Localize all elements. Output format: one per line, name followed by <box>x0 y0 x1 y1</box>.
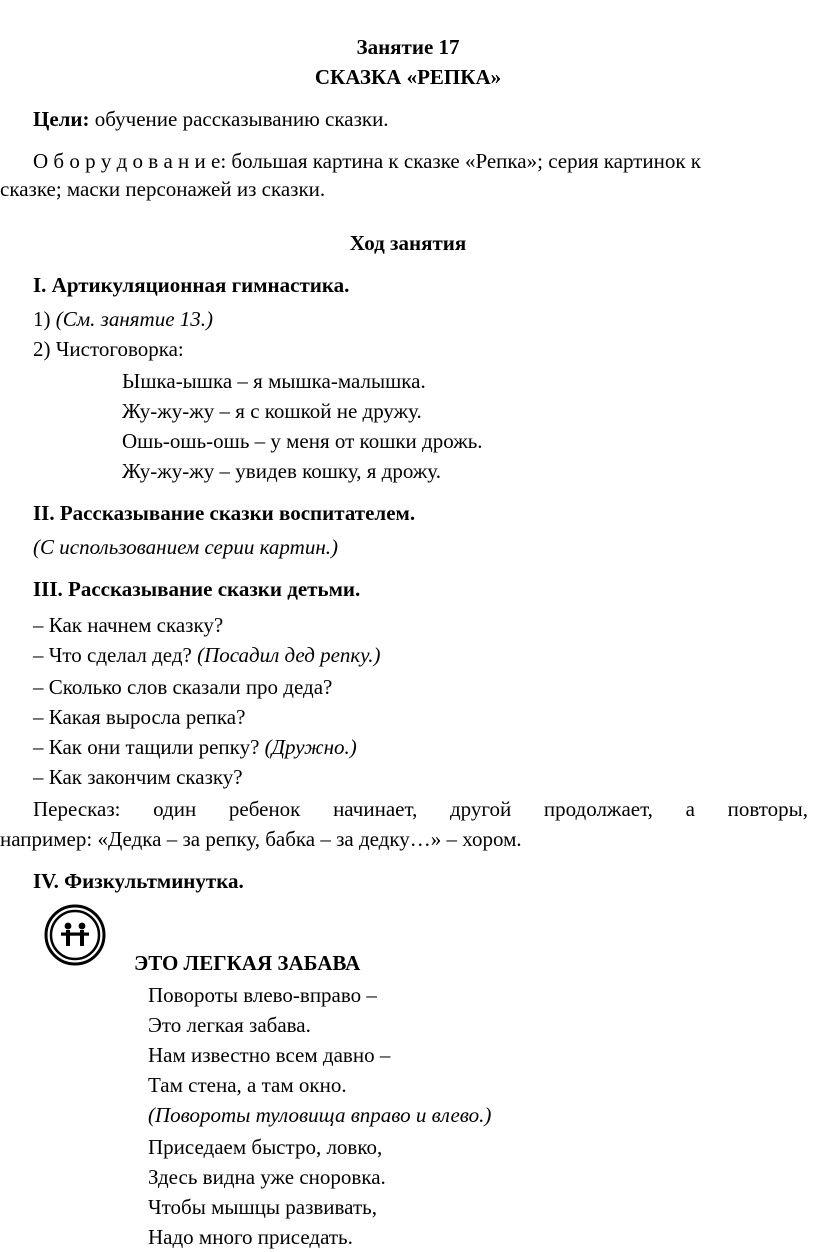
question-5 <box>33 732 357 762</box>
equipment-label: О б о р у д о в а н и е: <box>33 149 227 173</box>
question-5-answer: (Дружно.) <box>264 735 357 759</box>
section-1-heading: I. Артикуляционная гимнастика. <box>33 273 350 297</box>
poem-line-9: Надо много приседать. <box>148 1225 353 1249</box>
poem-line-7: Здесь видна уже сноровка. <box>148 1165 386 1189</box>
equipment-text-1: большая картина к сказке «Репка»; серия картинок к <box>226 149 701 173</box>
verse-line-2: Жу-жу-жу – я с кошкой не дружу. <box>122 399 422 423</box>
equipment-line-2: сказке; маски персонажей из сказки. <box>0 177 326 201</box>
two-children-icon <box>44 904 106 966</box>
section-2-note: (С использованием серии картин.) <box>33 535 338 559</box>
poem-line-4: Там стена, а там окно. <box>148 1073 347 1097</box>
equipment-line-1 <box>33 146 701 176</box>
poem-stage-direction: (Повороты туловища вправо и влево.) <box>148 1103 492 1127</box>
lesson-title: СКАЗКА «РЕПКА» <box>314 65 502 89</box>
lesson-number: Занятие 17 <box>356 35 460 59</box>
verse-line-1: Ышка-ышка – я мышка-малышка. <box>122 369 426 393</box>
item-1-reference: (См. занятие 13.) <box>55 307 214 331</box>
section-4-heading: IV. Физкультминутка. <box>33 869 244 893</box>
retelling-line-1: Пересказ: один ребенок начинает, другой продолжает, а повторы, <box>33 797 808 821</box>
poem-title: ЭТО ЛЕГКАЯ ЗАБАВА <box>134 951 361 975</box>
goals-text: обучение рассказыванию сказки. <box>89 107 389 131</box>
goals-label: Цели: <box>33 107 90 131</box>
course-heading: Ход занятия <box>349 231 467 255</box>
question-2-answer: (Посадил дед репку.) <box>197 643 381 667</box>
poem-line-2: Это легкая забава. <box>148 1013 311 1037</box>
section-1-item-2: 2) Чистоговорка: <box>33 337 184 361</box>
question-1: – Как начнем сказку? <box>33 613 224 637</box>
item-1-number: 1) <box>33 307 56 331</box>
verse-line-3: Ошь-ошь-ошь – у меня от кошки дрожь. <box>122 429 483 453</box>
section-2-heading: II. Рассказывание сказки воспитателем. <box>33 501 416 525</box>
question-3: – Сколько слов сказали про деда? <box>33 675 333 699</box>
poem-line-1: Повороты влево-вправо – <box>148 983 377 1007</box>
section-3-heading: III. Рассказывание сказки детьми. <box>33 577 361 601</box>
verse-line-4: Жу-жу-жу – увидев кошку, я дрожу. <box>122 459 441 483</box>
question-4: – Какая выросла репка? <box>33 705 246 729</box>
poem-line-6: Приседаем быстро, ловко, <box>148 1135 383 1159</box>
question-6: – Как закончим сказку? <box>33 765 243 789</box>
section-1-item-1 <box>33 304 213 334</box>
question-5-text: – Как они тащили репку? <box>33 735 265 759</box>
question-2 <box>33 640 380 670</box>
question-2-text: – Что сделал дед? <box>33 643 198 667</box>
poem-line-3: Нам известно всем давно – <box>148 1043 391 1067</box>
retelling-line-2: например: «Дедка – за репку, бабка – за дедку…» – хором. <box>0 827 522 851</box>
poem-line-8: Чтобы мышцы развивать, <box>148 1195 377 1219</box>
goals-line <box>33 104 389 134</box>
